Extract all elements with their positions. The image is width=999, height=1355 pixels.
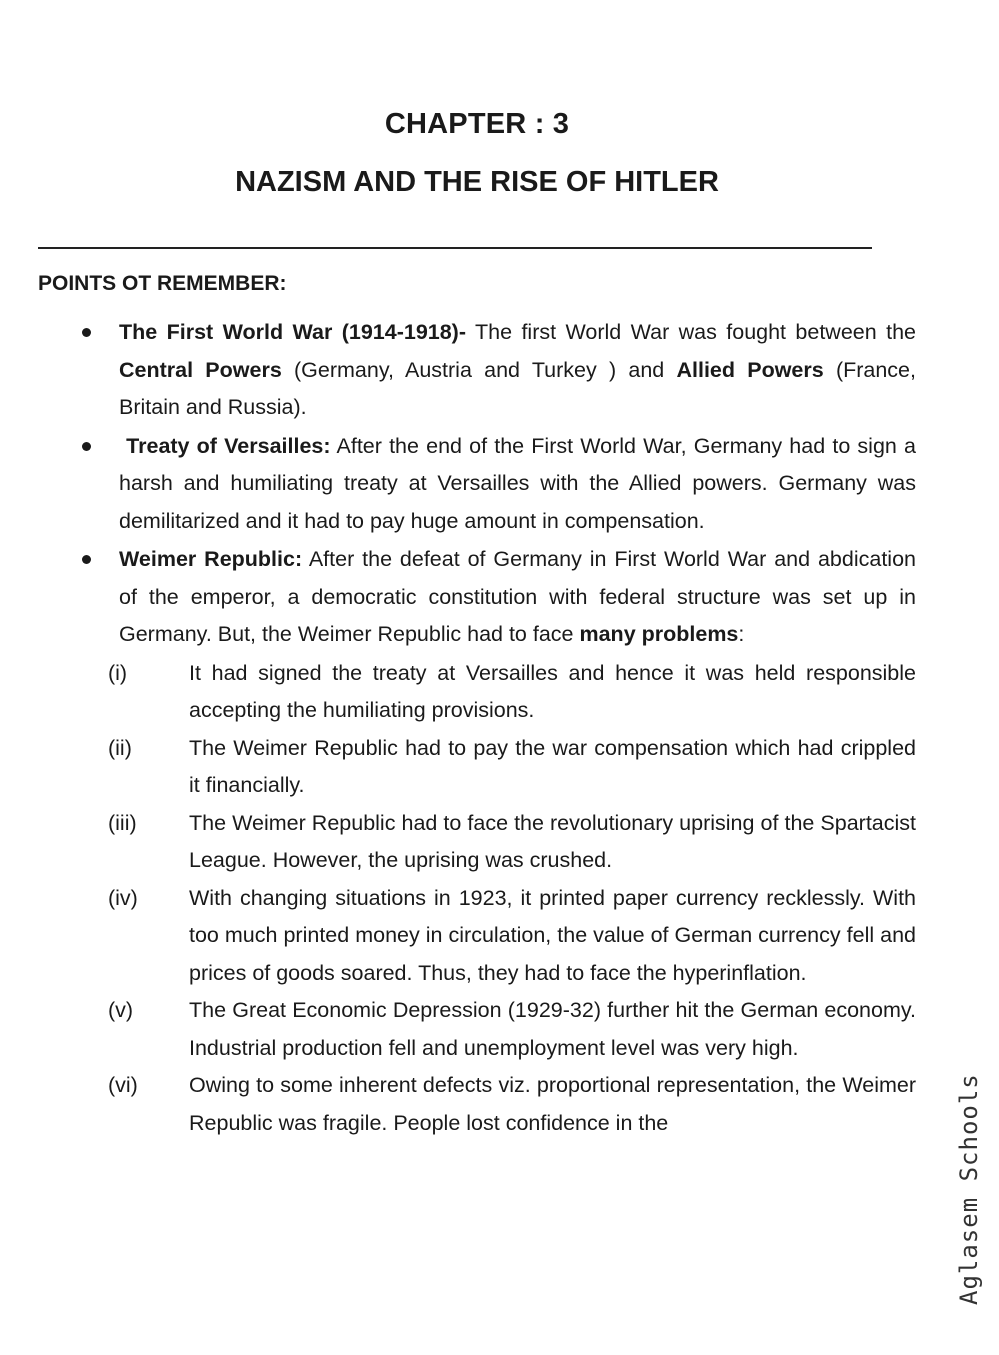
bullet-text: : [738,622,745,646]
list-item-text: It had signed the treaty at Versailles and hence it was held responsible accepting the humiliating provisions. [189,660,916,722]
section-heading: POINTS OT REMEMBER: [38,272,287,295]
bullet-dot-icon [82,442,91,451]
bullet-list [0,314,999,1142]
bullet-term: Weimer Republic: [119,547,303,571]
bullet-text: After the end of the First World War, Germany had to sign a harsh and humiliating treaty at Versailles with the Allied powers. Germany was demilitarized and it had to pay huge amount in compensation. [119,433,916,533]
bullet-text: After the defeat of Germany in First World War and abdication of the emperor, a democratic constitution with federal structure was set up in Germany. But, the Weimer Republic had to face [119,547,916,646]
list-item [108,655,916,730]
list-marker: (ii) [108,735,132,760]
list-item-text: Owing to some inherent defects viz. proportional representation, the Weimer Republic was fragile. People lost confidence in the [189,1073,916,1135]
bullet-term: The First World War (1914-1918)- [119,320,467,344]
bullet-dot-icon [82,555,91,564]
list-marker: (vi) [108,1073,138,1097]
bullet-bold: Central Powers [119,357,282,382]
list-item [108,805,916,880]
list-marker: (v) [108,998,134,1022]
list-marker: (iii) [108,810,137,835]
bullet-bold: many problems [579,622,739,646]
chapter-number: CHAPTER : 3 [384,108,570,140]
bullet-dot-icon [82,328,91,337]
list-item-text: With changing situations in 1923, it printed paper currency recklessly. With too much printed money in circulation, the value of German currency fell and prices of goods soared. Thus, they had to face the hyperinflation. [189,885,916,985]
list-item-text: The Weimer Republic had to face the revolutionary uprising of the Spartacist League. However, the uprising was crushed. [189,810,916,872]
watermark: Aglasem Schools [955,1073,983,1305]
list-item-text: The Weimer Republic had to pay the war compensation which had crippled it financially. [189,735,916,797]
chapter-title: NAZISM AND THE RISE OF HITLER [235,166,719,198]
bullet-text: (France, Britain and Russia). [119,357,916,419]
bullet-text: (Germany, Austria and Turkey ) and [281,357,677,382]
list-item-text: The Great Economic Depression (1929-32) further hit the German economy. Industrial production fell and unemployment level was very high. [189,998,916,1060]
list-item [108,880,916,993]
bullet-first-world-war [119,314,916,427]
list-marker: (i) [108,660,128,685]
list-marker: (iv) [108,885,138,910]
title-divider [38,247,872,249]
bullet-bold: Allied Powers [676,357,824,382]
bullet-term: Treaty of Versailles: [126,433,331,458]
bullet-treaty-of-versailles [119,428,916,541]
list-item [108,730,916,805]
problems-list [108,655,916,1143]
list-item [108,992,916,1067]
bullet-weimer-republic [119,541,916,654]
list-item [108,1067,916,1142]
bullet-text: The first World War was fought between the [466,320,916,344]
